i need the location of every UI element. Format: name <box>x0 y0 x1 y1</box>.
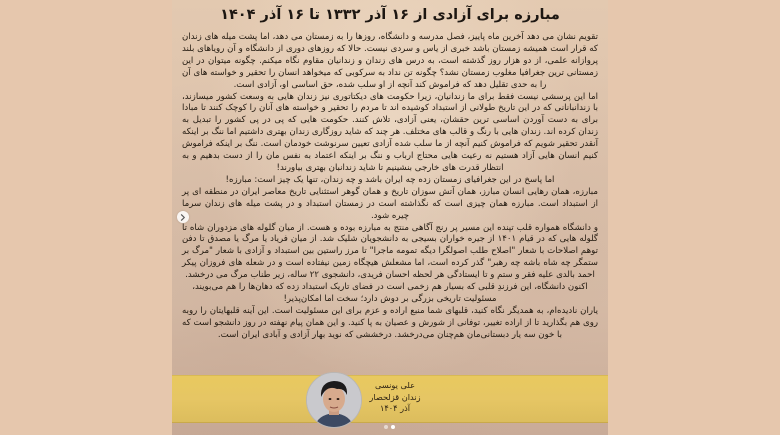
chevron-right-icon <box>180 214 186 221</box>
letter-date: آذر ۱۴۰۴ <box>379 403 411 413</box>
carousel-next-button[interactable] <box>177 211 189 223</box>
post-title: مبارزه برای آزادی از ۱۶ آذر ۱۳۳۲ تا ۱۶ آذر ۱۴۰۴ <box>220 7 560 23</box>
letter-body <box>182 32 598 342</box>
paragraph-5: و دانشگاه همواره قلب تپنده این مسیر پر رنج آگاهی منتج به مبارزه بوده و هست. از میان گلوله های مزدوران شاه تا گلوله هایی که در قیام ۱۴۰۱ از جیره خواران بسیجی به دانشجویان شلیک شد. از میان فریاد یا مرگ یا مصدق تا دفن توهم اصلاحات با شعار "اصلاح طلب اصولگرا دیگه تمومه ماجرا" تا مرز راستین بین استبداد و آزادی با شعار "مرگ بر ستمگر چه شاه باشه چه رهبر" گذر کرده است، اما مشعلش هیچگاه زمین نیفتاده است و در شعله های فروزان پیکر احمد بالدی علیه فقر و ستم و تا ایستادگی هر لحظه احسان فریدی، دانشجوی ۲۲ ساله، زیر طناب مرگ می درخشد. <box>182 222 598 281</box>
paragraph-6: اکنون دانشگاه، این فرزندِ قلبی که بسیار هم زخمی است در فضای تاریک استبداد زده که دهان‌ها را هم می‌بویند، مسئولیت تاریخی بزرگی بر دوش دارد؛ سخت اما امکان‌پذیر! <box>192 282 588 304</box>
paragraph-4: مبارزه، همان رهایی انسان مبارز، همان آتش سوزان تاریخ و همان گوهر استثنایی تاریخ معاصر ایران در منطقه ای پر از استبداد است. مبارزه همان چیزی است که نگذاشته است در زمستان استبداد و در پشت میله های زندان سرما چیره شود. <box>182 186 598 221</box>
author-location: زندان قزلحصار <box>369 391 421 402</box>
paragraph-7: یاران نادیده‌ام، به همدیگر نگاه کنید، قلبهای شما منبع اراده و عزم برای این مسئولیت است. این آینه قلبهایتان را روبه روی هم بگذارید تا از اراده تغییر، توفانی از شورش و عصیان به پا کنید. و این همان پیام نهفته در روز دانشجو است که با خون سه یار دبستانی‌مان هم‌چنان می‌درخشد. درخششی که نوید بهار آزادی و آبادی ایران است. <box>182 305 598 340</box>
author-name: علی یونسی <box>375 380 415 390</box>
paragraph-3: اما پاسخ در این جغرافیای زمستان زده چه ایران باشد و چه زندان، تنها یک چیز است: مبارزه! <box>225 174 555 185</box>
signature-block <box>360 380 430 415</box>
paragraph-1: تقویم نشان می دهد آخرین ماه پاییز، فصل مدرسه و دانشگاه، روزها را به زمستان می دهد، اما پشت میله های زندان که قرار است همیشه زمستان باشد خبری از یاس و سردی نیست. حالا که روزهای دوری از دانشگاه و آن رویاهای بلند پروازانه علمی، از دو هزار روز گذشته است، به درس های زندان و زندانیان مقاوم نگاه میکنم. چگونه میتوان در این زمستانی ترین جغرافیا مغلوب زمستان نشد؟ چگونه تن نداد به سرکوبی که میخواهد انسان را تحقیر و خواسته های آن را به حدی تقلیل دهد که فراموش کند آنچه از او سلب شده، حق اساسی او، آزادی است. <box>182 32 598 90</box>
carousel-indicators <box>384 425 395 429</box>
author-avatar <box>306 372 362 428</box>
portrait-icon <box>307 373 361 427</box>
post-image-card <box>172 0 608 435</box>
paragraph-2: اما این پرسشی نیست فقط برای ما زندانیان، زیرا حکومت های دیکتاتوری نیز زندان هایی به وسعت کشور میسازند، با زندانبانانی که در این تاریخ طولانی از استبداد کوشیده اند تا مردم را تحقیر و خواسته های آنان را کوچک کنند تا مبادا برای به دست آوردن اساسی ترین حقشان، یعنی آزادی، تلاش کنند. حکومت هایی که پی در پی کشور را تبدیل به زندان کرده اند. زندان هایی با رنگ و قالب های مختلف. هر چند که شاید روزگاری زندان بهتری داشتیم اما ننگ بر اینکه آنقدر تحقیر شویم که فراموش کنیم آنچه از ما سلب شده آزادی تعیین سرنوشت خودمان است. ننگ بر اینکه فراموش کنیم انسان هایی آزاد هستیم نه رعیت هایی محتاج ارباب و ننگ بر اینکه اعتماد به نفس مان را از دست بدهیم و به انتظار قدرت های خارجی بنشینیم تا شاید زندانبان بهتری بیاورند! <box>182 91 598 173</box>
carousel-dot-2[interactable] <box>391 425 395 429</box>
carousel-dot-1[interactable] <box>384 425 388 429</box>
